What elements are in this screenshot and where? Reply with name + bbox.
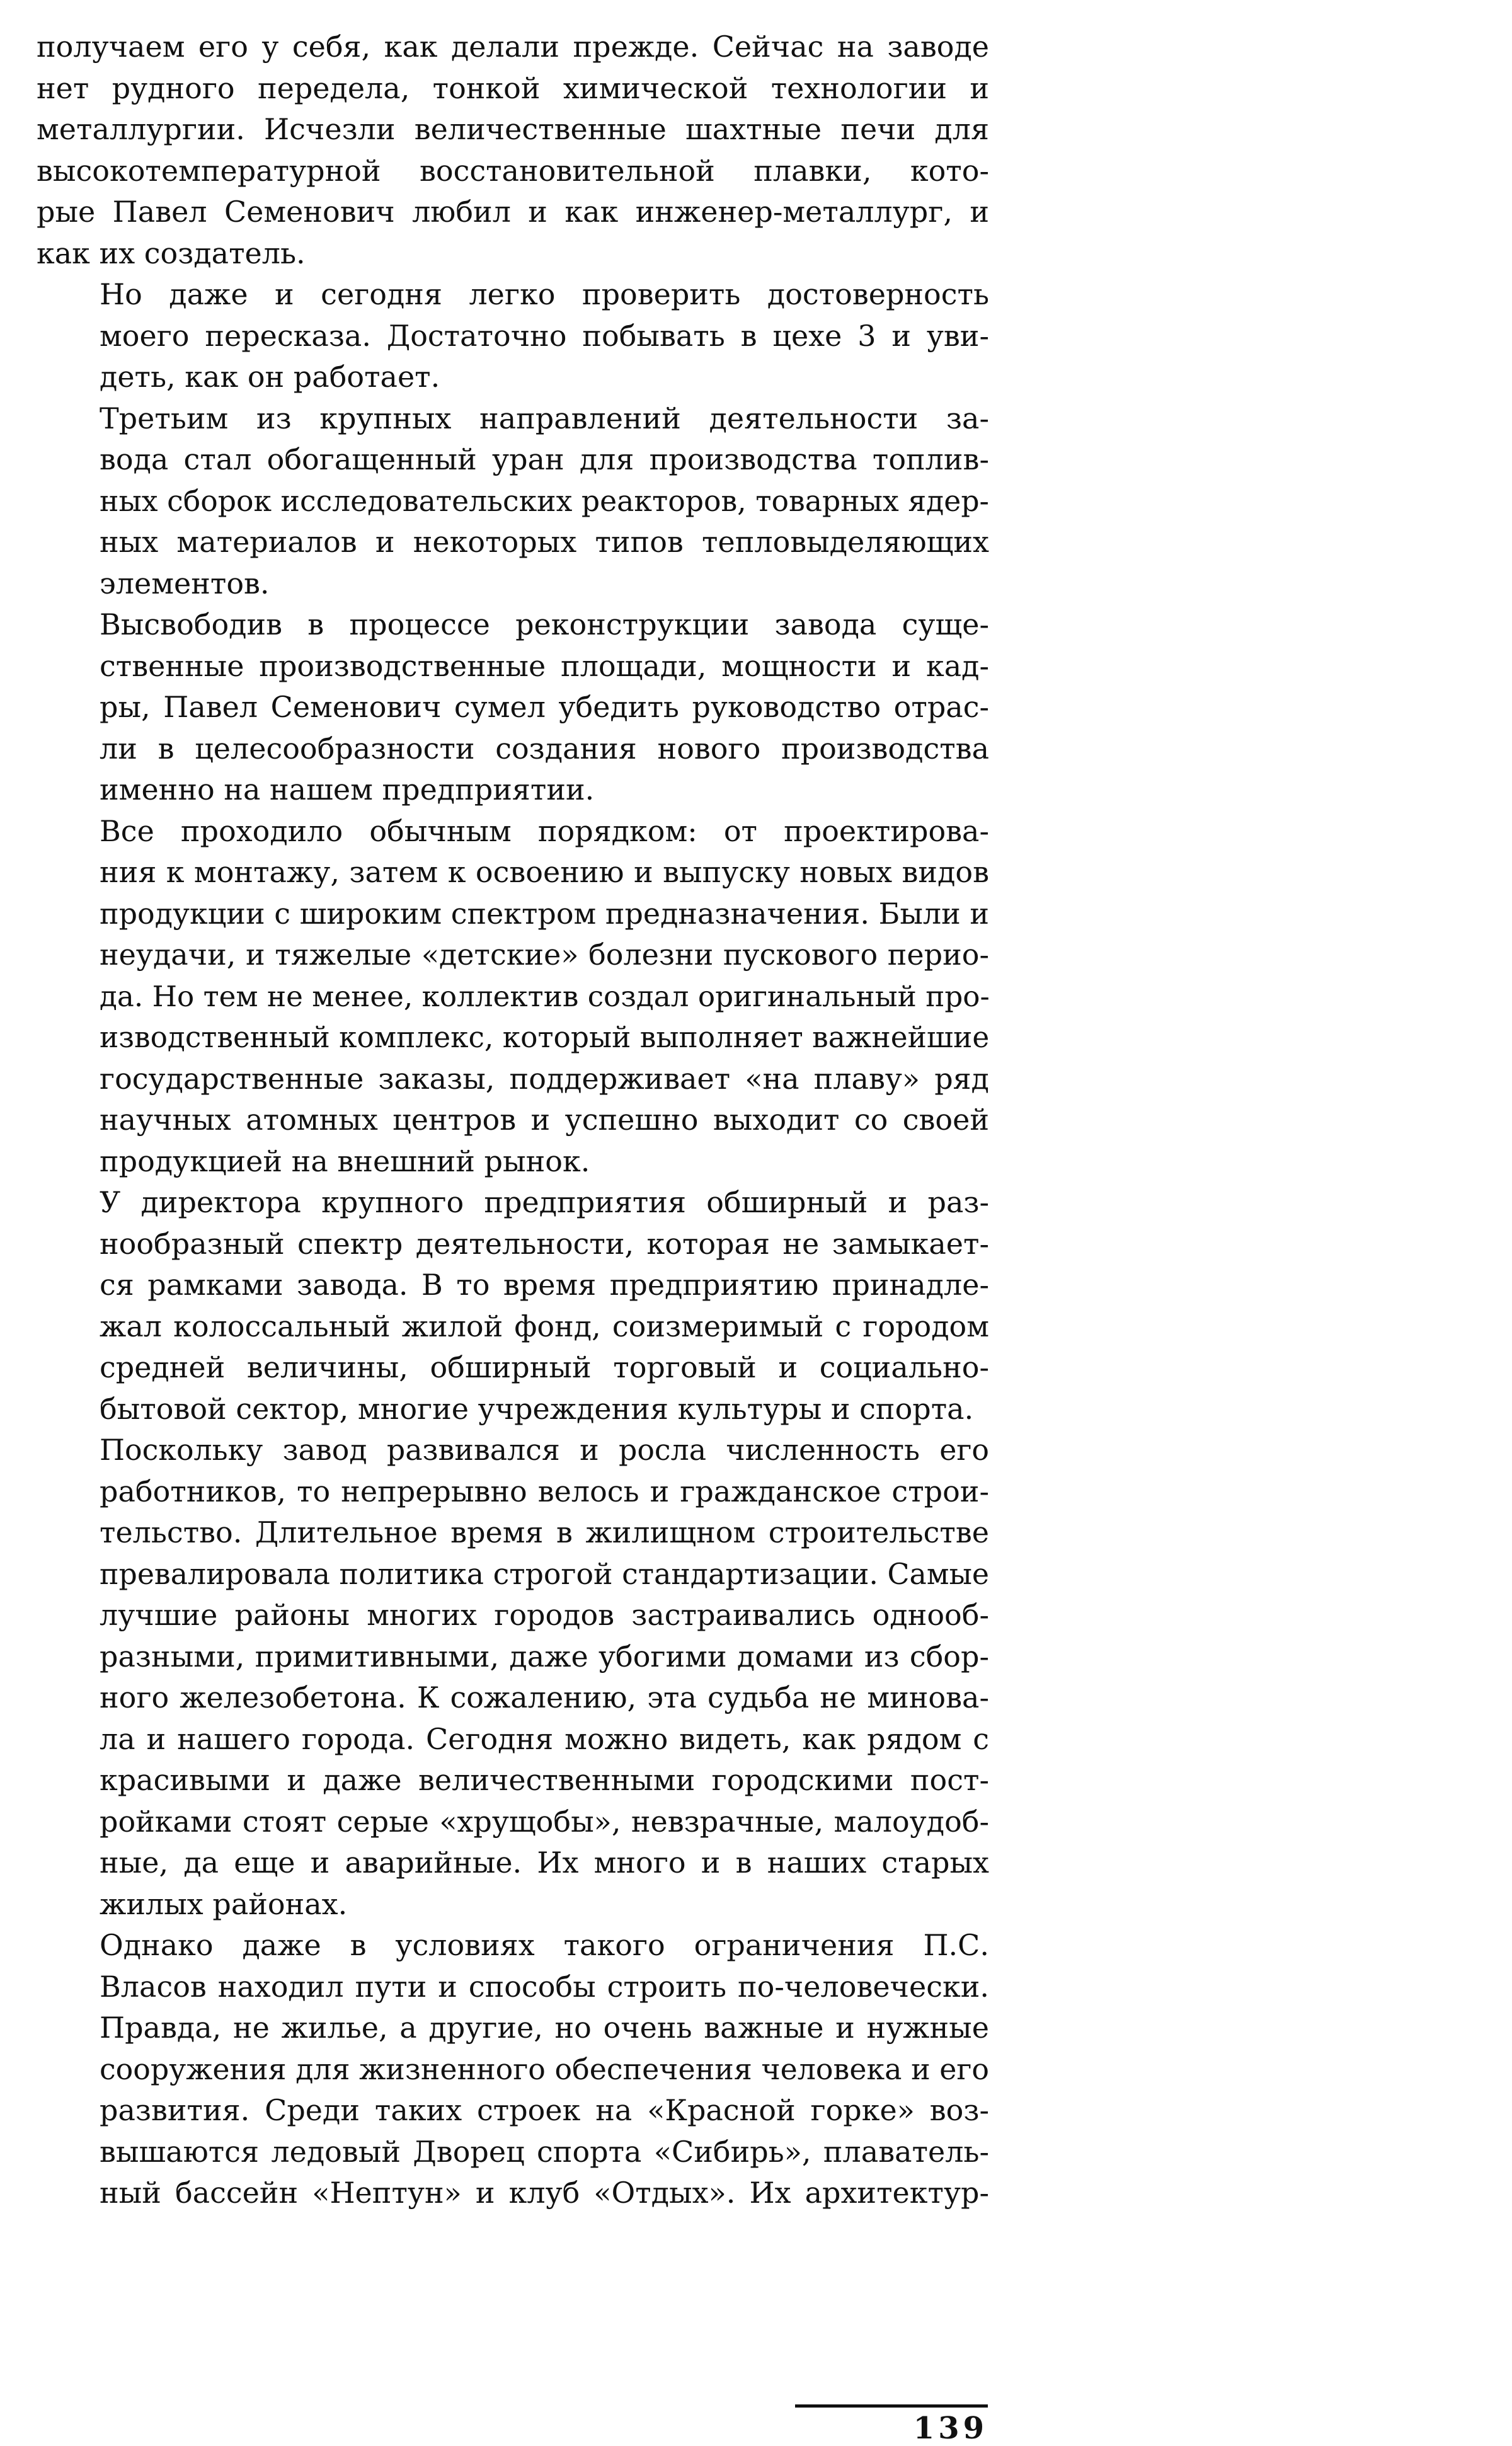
- text-line: Правда, не жилье, а другие, но очень важные и нужные: [100, 2011, 989, 2045]
- text-line: ры, Павел Семенович сумел убедить руководство отрас-: [100, 690, 989, 724]
- text-line: Высвободив в процессе реконструкции завода суще-: [100, 607, 989, 641]
- text-line: ных материалов и некоторых типов тепловыделяющих: [100, 525, 989, 559]
- paragraph: [37, 811, 989, 1183]
- page-number: 139: [913, 2411, 988, 2446]
- text-line: Однако даже в условиях такого ограничения П.С.: [100, 1928, 989, 1962]
- text-line: нообразный спектр деятельности, которая не замыкает-: [100, 1226, 989, 1261]
- text-line: превалировала политика строгой стандартизации. Самые: [100, 1556, 989, 1591]
- text-line: ного железобетона. К сожалению, эта судьба не минова-: [100, 1680, 989, 1714]
- text-line: тельство. Длительное время в жилищном строительстве: [100, 1515, 989, 1549]
- text-line: бытовой сектор, многие учреждения культуры и спорта.: [100, 1391, 974, 1426]
- text-line: ла и нашего города. Сегодня можно видеть, как рядом с: [100, 1721, 989, 1756]
- paragraph: [37, 604, 989, 811]
- text-line: деть, как он работает.: [100, 360, 440, 394]
- text-line: красивыми и даже величественными городскими пост-: [100, 1763, 989, 1797]
- text-line: да. Но тем не менее, коллектив создал оригинальный про-: [100, 979, 990, 1013]
- text-line: именно на нашем предприятии.: [100, 772, 595, 807]
- text-line: моего пересказа. Достаточно побывать в цехе 3 и уви-: [100, 318, 989, 353]
- footer-rule: [795, 2404, 988, 2408]
- paragraph: [37, 1925, 989, 2214]
- body-text: [37, 26, 989, 2214]
- text-line: ных сборок исследовательских реакторов, товарных ядер-: [100, 484, 989, 518]
- paragraph: [37, 398, 989, 605]
- text-line: вышаются ледовый Дворец спорта «Сибирь», плаватель-: [100, 2134, 989, 2169]
- text-line: работников, то непрерывно велось и гражданское строи-: [100, 1474, 989, 1508]
- text-line: ройками стоят серые «хрущобы», невзрачные, малоудоб-: [100, 1804, 989, 1839]
- text-line: ся рамками завода. В то время предприятию принадле-: [100, 1268, 989, 1302]
- text-line: сооружения для жизненного обеспечения человека и его: [100, 2052, 989, 2086]
- text-line: неудачи, и тяжелые «детские» болезни пускового перио-: [100, 938, 989, 972]
- text-line: Все проходило обычным порядком: от проектирова-: [100, 813, 989, 848]
- text-line: получаем его у себя, как делали прежде. Сейчас на заводе: [37, 30, 989, 64]
- text-line: вода стал обогащенный уран для производства топлив-: [100, 442, 989, 476]
- text-line: рые Павел Семенович любил и как инженер-металлург, и: [37, 195, 989, 229]
- text-line: Третьим из крупных направлений деятельности за-: [100, 401, 989, 435]
- text-line: ные, да еще и аварийные. Их много и в наших старых: [100, 1846, 989, 1880]
- paragraph: [37, 274, 989, 398]
- text-line: ли в целесообразности создания нового производства: [100, 731, 989, 766]
- text-line: металлургии. Исчезли величественные шахтные печи для: [37, 112, 989, 146]
- text-line: научных атомных центров и успешно выходит со своей: [100, 1103, 989, 1137]
- text-line: жал колоссальный жилой фонд, соизмеримый с городом: [100, 1309, 989, 1343]
- text-line: нет рудного передела, тонкой химической технологии и: [37, 71, 989, 105]
- text-line: как их создатель.: [37, 236, 306, 270]
- text-line: ный бассейн «Нептун» и клуб «Отдых». Их архитектур-: [100, 2176, 989, 2210]
- paragraph: [37, 26, 989, 274]
- text-line: государственные заказы, поддерживает «на плаву» ряд: [100, 1061, 989, 1096]
- text-line: ния к монтажу, затем к освоению и выпуску новых видов: [100, 855, 989, 889]
- text-line: продукцией на внешний рынок.: [100, 1144, 590, 1178]
- text-line: развития. Среди таких строек на «Красной горке» воз-: [100, 2093, 989, 2127]
- text-line: продукции с широким спектром предназначения. Были и: [100, 896, 989, 931]
- text-line: Но даже и сегодня легко проверить достоверность: [100, 277, 989, 311]
- text-line: разными, примитивными, даже убогими домами из сбор-: [100, 1639, 989, 1674]
- text-line: высокотемпературной восстановительной плавки, кото-: [37, 153, 989, 188]
- paragraph: [37, 1430, 989, 1925]
- text-line: элементов.: [100, 566, 270, 600]
- paragraph: [37, 1182, 989, 1430]
- text-line: Поскольку завод развивался и росла численность его: [100, 1433, 989, 1467]
- text-line: лучшие районы многих городов застраивались одноoб-: [100, 1598, 989, 1632]
- text-line: Власов находил пути и способы строить по-человечески.: [100, 1969, 989, 2004]
- text-line: ственные производственные площади, мощности и кад-: [100, 648, 989, 683]
- text-line: изводственный комплекс, который выполняет важнейшие: [100, 1021, 990, 1054]
- text-line: средней величины, обширный торговый и социально-: [100, 1350, 989, 1384]
- text-line: У директора крупного предприятия обширный и раз-: [100, 1185, 989, 1219]
- text-line: жилых районах.: [100, 1886, 348, 1921]
